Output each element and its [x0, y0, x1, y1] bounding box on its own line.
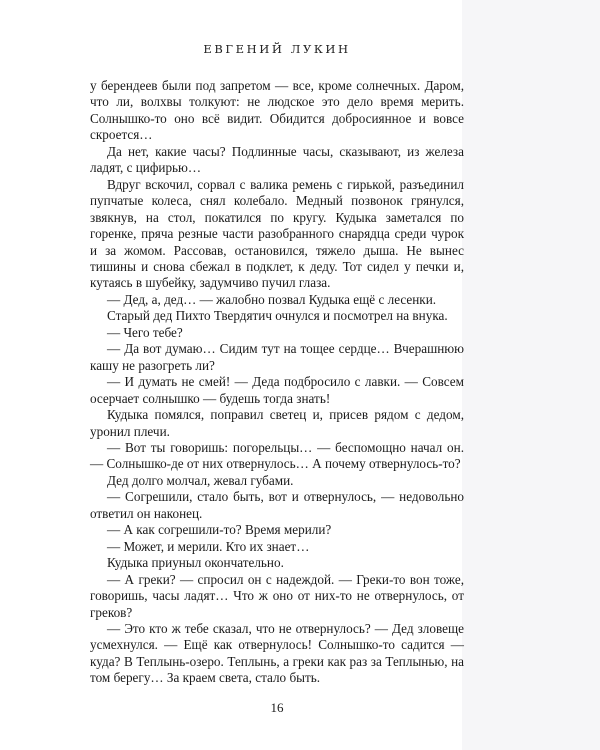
paragraph: — Вот ты говоришь: погорельцы… — беспомощно начал он. — Солнышко-де от них отвернулось… А почему отвернулось-то? — [90, 439, 464, 472]
paragraph: — Это кто ж тебе сказал, что не отвернулось? — Дед зловеще усмехнулся. — Ещё как отвернулось! Солнышко-то садится — куда? В Теплынь-озеро. Теплынь, а греки как раз за Теплынью, на том берегу… За краем света, стало быть. — [90, 620, 464, 686]
paragraph: — Чего тебе? — [107, 324, 183, 340]
paragraph: — Дед, а, дед… — жалобно позвал Кудыка ещё с лесенки. — [107, 291, 437, 307]
page-number: 16 — [270, 700, 284, 715]
body-text — [90, 78, 464, 687]
paragraph: у берендеев были под запретом — все, кроме солнечных. Даром, что ли, волхвы толкуют: не людское это дело время мерить. Солнышко-то оно всё видит. Обидится добросиянное и вовсе скроется… — [90, 78, 464, 143]
paragraph: Кудыка приуныл окончательно. — [107, 555, 284, 571]
running-header: ЕВГЕНИЙ ЛУКИН — [203, 42, 351, 56]
paragraph: Вдруг вскочил, сорвал с валика ремень с гирькой, разъединил пупчатые колеса, снял колебало. Медный позвонок грянулся, звякнув, на стол, покатился по кругу. Кудыка заметался по горенке, пряча резные части разобранного снарядца среди чурок и за жомом. Рассовав, остановился, тяжело дыша. Не вынес тишины и снова сбежал в подклет, к деду. Тот сидел у печки и, кутаясь в шубейку, задумчиво пучил глаза. — [90, 176, 464, 291]
paragraph: — Согрешили, стало быть, вот и отвернулось, — недовольно ответил он наконец. — [90, 489, 464, 521]
paragraph: — А как согрешили-то? Время мерили? — [107, 522, 332, 538]
page-margin-strip — [462, 0, 600, 750]
paragraph: — Может, и мерили. Кто их знает… — [107, 538, 310, 554]
paragraph: — И думать не смей! — Деда подбросило с лавки. — Совсем осерчает солнышко — будешь тогда знать! — [90, 374, 464, 406]
paragraph: Да нет, какие часы? Подлинные часы, сказывают, из железа ладят, с цифирью… — [90, 143, 464, 176]
paragraph: Дед долго молчал, жевал губами. — [107, 472, 294, 488]
paragraph: — А греки? — спросил он с надеждой. — Греки-то вон тоже, говоришь, часы ладят… Что ж оно от них-то не отвернулось, от греков? — [90, 571, 464, 620]
paragraph: Старый дед Пихто Твердятич очнулся и посмотрел на внука. — [107, 308, 448, 324]
paragraph: — Да вот думаю… Сидим тут на тощее сердце… Вчерашнюю кашу не разогреть ли? — [90, 341, 464, 373]
paragraph: Кудыка помялся, поправил светец и, присев рядом с дедом, уронил плечи. — [90, 407, 464, 439]
